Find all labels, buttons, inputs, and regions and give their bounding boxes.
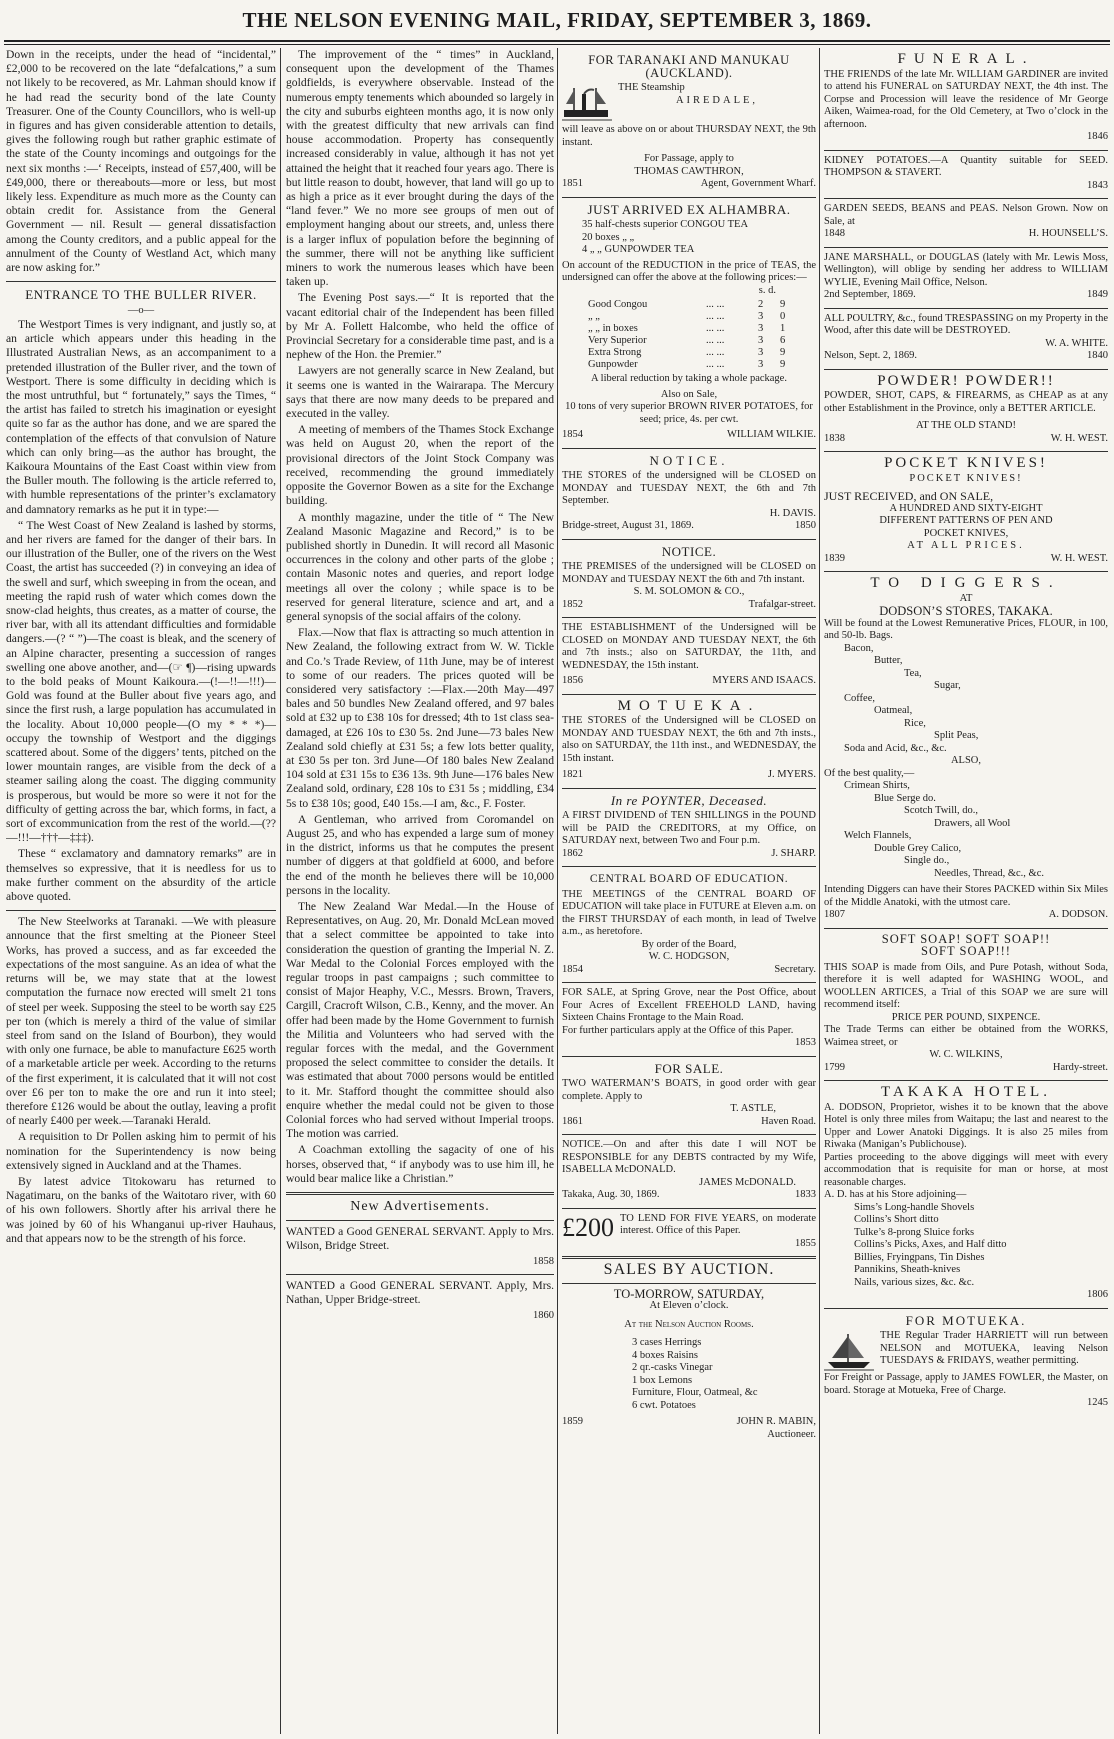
divider [562, 1208, 816, 1209]
advertisement [824, 933, 1108, 1075]
ad-heading: DODSON’S STORES, TAKAKA. [879, 604, 1053, 618]
list-item: Coffee, [844, 692, 876, 704]
list-item: Split Peas, [934, 730, 979, 741]
column-2 [286, 48, 554, 1734]
ad-name: T. ASTLE, [730, 1103, 776, 1114]
ad-text: Takaka, Aug. 30, 1869. [562, 1189, 660, 1200]
ad-name: W. H. WEST. [1050, 432, 1108, 444]
article-paragraph: A meeting of members of the Thames Stock Exchange was held on August 20, when the report of the provisional directors of the Joint Stock Company was received, recommending the ground immediately opposite the Governor Bowen as a site for the Exchange building. [286, 423, 554, 508]
advertisement [562, 987, 816, 1050]
article-paragraph: A monthly magazine, under the title of “ The New Zealand Masonic Magazine and Record,” is to be published shortly in Dunedin. It will record all Masonic occurrences in the colony and other parts of the globe ; contain Masonic notes and queries, and report lodge meetings all over the colony ; while space is to be reserved for general literature, science and art, and a general synopsis of the social affairs of the colony. [286, 510, 554, 623]
divider [6, 910, 276, 911]
divider [562, 694, 816, 695]
advertisement [562, 1139, 816, 1202]
ad-name: J. MYERS. [767, 769, 816, 780]
price-shillings: 2 [758, 299, 764, 310]
ad-number: 1854 [562, 429, 583, 440]
ad-text: 10 tons of very superior BROWN RIVER POTATOES, for seed; price, 4s. per cwt. [565, 401, 813, 425]
list-item: 1 box Lemons [632, 1374, 693, 1386]
ad-text: THE STORES of the undersigned will be CLOSED on MONDAY and TUESDAY NEXT, the 6th and 7th September. [562, 470, 816, 506]
ad-text: THE MEETINGS of the CENTRAL BOARD OF EDUCATION will take place in FUTURE at Eleven a.m. on the FIRST THURSDAY of each month, in lead of Twelve a.m., as heretofore. [562, 888, 816, 937]
tea-price-table [584, 299, 798, 371]
column-divider [280, 48, 281, 1734]
price-pence: 9 [780, 299, 786, 310]
advertisement [562, 452, 816, 533]
tea-name: Very Superior [588, 335, 647, 346]
advertisement [562, 1213, 816, 1251]
ad-name: J. SHARP. [771, 847, 816, 859]
list-item: 2 qr.-casks Vinegar [632, 1362, 713, 1373]
divider [824, 150, 1108, 151]
ad-text: TO LEND FOR FIVE YEARS, on moderate interest. Office of this Paper. [620, 1212, 816, 1236]
ad-text: Parties proceeding to the above diggings will meet with every accommodation that is requisite for man or horse, at most reasonable charges. [824, 1151, 1108, 1188]
tea-price-row [584, 323, 798, 335]
tea-name: „ „ in boxes [588, 323, 638, 334]
ad-number: 1843 [1087, 179, 1108, 191]
ad-number: 1852 [562, 598, 583, 610]
ad-heading: TAKAKA HOTEL. [881, 1084, 1051, 1100]
loan-amount: £200 [562, 1212, 614, 1242]
ad-text: 35 half-chests superior CONGOU TEA [582, 219, 749, 230]
list-item: Blue Serge do. [874, 792, 936, 804]
ad-text: A liberal reduction by taking a whole package. [591, 373, 787, 384]
article-paragraph: The New Zealand War Medal.—In the House of Representatives, on Aug. 20, Mr. Donald McLean moved that a select committee be appointed to take into consideration the question of granting the Imperial N. Z. War Medal to the Colonial Forces employed with the regular troops in past campaigns ; such committee to consist of Major Heaphy, V.C., Messrs. Brown, Travers, Cargill, Cracroft Wilson, C.B., Kenny, and the mover. An offer had been made by the Home Government to furnish the Militia and Volunteers who had served with the regular forces with the medal, and the Government proposed the select committee to consider the details. It was estimated that about 7000 persons would be entitled to it. Mr. Stafford thought the committee should also enquire whether the medal could not be given to those Colonial forces who had served without Imperial troops. The motion was carried. [286, 899, 554, 1141]
ad-text: By order of the Board, [641, 938, 737, 950]
divider [562, 982, 816, 983]
tea-price-row [584, 311, 798, 323]
price-pence: 6 [780, 335, 786, 346]
ad-name: A. DODSON. [1048, 909, 1108, 920]
ad-number: 1854 [562, 963, 583, 975]
list-item: Tulke’s 8-prong Sluice forks [854, 1226, 975, 1238]
divider [286, 1274, 554, 1275]
sailing-ship-icon [824, 1332, 874, 1372]
masthead-title: THE NELSON EVENING MAIL, FRIDAY, SEPTEMBER 3, 1869. [242, 8, 872, 32]
ad-name: W. C. WILKINS, [929, 1049, 1003, 1060]
article-paragraph: A Coachman extolling the sagacity of one of his horses, observed that, “ if anybody was to use him ill, he would bear malice like a Christian.” [286, 1143, 554, 1185]
ad-text: A HUNDRED AND SIXTY-EIGHT [889, 502, 1043, 514]
list-item: Scotch Twill, do., [904, 805, 979, 816]
leader-dots: ... ... [706, 299, 725, 310]
tea-price-row [584, 347, 798, 359]
ad-text: Also on Sale, [660, 388, 718, 400]
ad-text: THE STORES of the Undersigned will be CLOSED on MONDAY AND TUESDAY NEXT, the 6th and 7th insts., also on SATURDAY, the 11th inst., and WEDNESDAY, the 15th instant. [562, 715, 816, 764]
steamship-icon [562, 84, 612, 124]
leader-dots: ... ... [706, 347, 725, 358]
list-item: 4 boxes Raisins [632, 1349, 698, 1361]
divider [824, 571, 1108, 572]
price-shillings: 3 [758, 311, 764, 322]
ad-text: 20 boxes „ „ [582, 231, 635, 243]
list-item: Pannikins, Sheath-knives [854, 1264, 961, 1275]
price-shillings: 3 [758, 359, 764, 370]
article-paragraph: The Westport Times is very indignant, and justly so, at an article which appears under this heading in the Illustrated Australian News, as an accompaniment to a pretended illustration of the Buller river, and the town of Westport. There is some difficulty in deciding which is the most untruthful, but “ fortunately,” says the Times, “ the artist has failed to stretch his imagination or eyesight quite so far as the author has done, and we are spared the contemplation of the effects of that convulsion of Nature which can only bring—as the author has brought, the Kaikoura Mountains of the East Coast within view from the Buller mouth. The following is the article referred to, with humble representations of the printer’s exclamatory and damnatory remarks as he put it in type:— [6, 317, 276, 516]
ad-number: 1849 [1087, 289, 1108, 300]
ad-name: W. A. WHITE. [1045, 337, 1108, 349]
divider [562, 448, 816, 449]
ad-heading: POCKET KNIVES! [909, 472, 1023, 484]
divider [824, 247, 1108, 248]
ad-number: 1856 [562, 675, 583, 686]
ad-text: NOTICE.—On and after this date I will NOT be RESPONSIBLE for any DEBTS contracted by my Wife, ISABELLA McDONALD. [562, 1139, 816, 1175]
ad-text: GARDEN SEEDS, BEANS and PEAS. Nelson Grown. Now on Sale, at [824, 203, 1108, 227]
tea-name: Good Congou [588, 299, 648, 310]
ad-number: 1859 [562, 1416, 583, 1427]
ad-text: THE Regular Trader HARRIETT will run between NELSON and MOTUEKA, leaving Nelson TUESDAYS & FRIDAYS, weather permitting. [880, 1330, 1108, 1366]
ship-name: AIREDALE, [675, 94, 759, 106]
ad-heading: CENTRAL BOARD OF EDUCATION. [589, 873, 789, 885]
ad-heading: FOR TARANAKI AND MANUKAU (AUCKLAND). [588, 53, 790, 80]
ad-text: THE Steamship [618, 82, 685, 93]
leader-dots: ... ... [706, 323, 725, 334]
list-item: Needles, Thread, &c., &c. [934, 867, 1045, 879]
article-paragraph: “ The West Coast of New Zealand is lashed by storms, and her rivers are famed for the danger of their bars. In our illustration of the Buller, one of the rivers on the West Coast, the artist has succeeded (?) in conveying an idea of the swell and surf, which sweeping in from the ocean, and meeting the rapid rush of water which comes down the snow-clad heights, thus creates, as a matter of course, the river bar, with all its attendant difficulties and formidable dangers.—(? “ ”)—The coast is bleak, and the scenery of an Alpine character, presenting a succession of ranges swelling one above another, and—(☞ ¶)—rising upwards to the bold peaks of Mount Kaikoura.—(!—!!—!!!)—Gold was found at the Buller about five years ago, and since the first rush, a large population has accumulated in the locality. About 10,000 people—(O my * * *)—occupy the township of Westport and the diggings scattered about. Some of the diggers’ tents, pitched on the lower mountain ranges, are visible from the deck of a steamer sailing along the coast. The digging community is prosperous, but would be more so were it not for the difficulty of getting across the bar, which forms, in fact, a sort of excommunication from the rest of the world.—(??—!!!—†††—‡‡‡). [6, 518, 276, 845]
list-item: Butter, [874, 655, 903, 666]
auction-item-list [632, 1337, 816, 1412]
ad-number: 1851 [562, 178, 583, 189]
ad-heading: NOTICE. [649, 452, 729, 468]
tea-name: Gunpowder [588, 359, 638, 370]
ad-number: 1807 [824, 909, 845, 920]
divider [562, 1134, 816, 1135]
divider [562, 197, 816, 198]
new-advertisements-heading: New Advertisements. [350, 1199, 490, 1215]
ad-text: On account of the REDUCTION in the price of TEAS, the undersigned can offer the above at the following prices:— [562, 259, 816, 283]
ad-number: 1838 [824, 432, 845, 444]
ornament: —o— [127, 305, 155, 317]
ad-name: JOHN R. MABIN, [736, 1416, 816, 1427]
ad-text: THE FRIENDS of the late Mr. WILLIAM GARDINER are invited to attend his FUNERAL on SATURDAY NEXT, the 4th inst. The Corpse and Procession will leave the residence of Mr George Aiken, Waimea-road, for the Old Cemetery, at Two o’clock in the afternoon. [824, 68, 1108, 130]
list-item: Sugar, [934, 680, 961, 691]
ad-number: 1862 [562, 847, 583, 859]
column-4 [824, 48, 1108, 1734]
divider [562, 1283, 816, 1284]
ad-text: Haven Road. [761, 1115, 816, 1127]
advertisement [562, 82, 816, 191]
ad-text: 2nd September, 1869. [824, 289, 916, 300]
auction-heading: SALES BY AUCTION. [603, 1261, 775, 1278]
tea-name: „ „ [588, 311, 600, 322]
article-paragraph: By latest advice Titokowaru has returned to Nagatimaru, on the banks of the Waitotaro river, with 60 of his own followers. Shortly after his arrival there he was joined by 60 of his Whanganui up-river Hauhaus, and that appears now to be the strength of his force. [6, 1174, 276, 1245]
masthead-rule [4, 40, 1110, 42]
leader-dots: ... ... [706, 335, 725, 346]
ad-text: THE ESTABLISHMENT of the Undersigned will be CLOSED on MONDAY AND TUESDAY NEXT, the 6th and 7th insts.; also on SATURDAY, the 11th, and WEDNESDAY, the 15th instant. [562, 622, 816, 671]
tea-price-row [584, 299, 798, 311]
advertisement [286, 1279, 554, 1322]
advertisement [562, 1060, 816, 1129]
list-item: Furniture, Flour, Oatmeal, &c [632, 1387, 758, 1398]
divider [562, 617, 816, 618]
tea-price-row [584, 359, 798, 371]
ad-text: For Passage, apply to [644, 153, 734, 164]
ad-heading: POWDER! POWDER!! [877, 372, 1055, 389]
ad-number: 1839 [824, 552, 845, 564]
column-1 [6, 48, 276, 1734]
ad-number: 1853 [795, 1037, 816, 1048]
ad-heading: POCKET KNIVES! [884, 455, 1048, 471]
list-item: Billies, Fryingpans, Tin Dishes [854, 1251, 985, 1263]
article-heading: ENTRANCE TO THE BULLER RIVER. [25, 287, 257, 303]
ad-text: Hardy-street. [1052, 1061, 1108, 1073]
list-item: 3 cases Herrings [632, 1337, 702, 1348]
ad-text: AT ALL PRICES. [907, 540, 1025, 551]
price-shillings: 3 [758, 347, 764, 358]
list-item: Double Grey Calico, [874, 842, 962, 854]
leader-dots: ... ... [706, 359, 725, 370]
advertisement [824, 1086, 1108, 1302]
advertisement [824, 155, 1108, 193]
ad-number: 1245 [1087, 1397, 1108, 1408]
ad-text: Secretary. [774, 963, 816, 975]
ad-text: For further particulars apply at the Office of this Paper. [562, 1024, 794, 1036]
masthead-rule-thin [4, 44, 1110, 45]
list-item: Crimean Shirts, [844, 780, 910, 791]
ad-text: JUST RECEIVED, and ON SALE, [824, 489, 994, 503]
goods-list [824, 780, 1108, 880]
ad-heading: FOR SALE. [654, 1060, 724, 1076]
advertisement [562, 201, 816, 442]
list-item: 6 cwt. Potatoes [632, 1399, 696, 1411]
ad-number: 1858 [533, 1255, 554, 1267]
list-item: Nails, various sizes, &c. &c. [854, 1276, 975, 1288]
article-paragraph: A Gentleman, who arrived from Coromandel on August 25, and who has expended a large sum of money in the district, informs us that he computes the present number of diggers at that goldfield at 6000, and before the end of the month he believes there will be 10,000 persons in the locality. [286, 812, 554, 897]
divider [824, 198, 1108, 199]
ad-heading: JUST ARRIVED EX ALHAMBRA. [587, 201, 791, 217]
leader-dots: ... ... [706, 311, 725, 322]
divider [824, 369, 1108, 370]
ad-text: Auctioneer. [767, 1428, 816, 1440]
ad-text: THE PREMISES of the undersigned will be CLOSED on MONDAY and TUESDAY NEXT the 6th and 7th instant. [562, 561, 816, 585]
advertisement [562, 697, 816, 782]
article-paragraph: A requisition to Dr Pollen asking him to permit of his nomination for the Superintendency is now being extensively signed in Auckland and at the Thames. [6, 1130, 276, 1172]
divider [6, 281, 276, 282]
ad-heading: MOTUEKA. [617, 697, 761, 714]
column-3 [562, 48, 816, 1734]
advertisement [562, 622, 816, 688]
ad-heading: SOFT SOAP! SOFT SOAP!! [881, 931, 1051, 946]
divider [824, 308, 1108, 309]
ad-text: ALL POULTRY, &c., found TRESPASSING on my Property in the Wood, after this date will be DESTROYED. [824, 312, 1108, 336]
advertisement [824, 372, 1108, 446]
advertisement [562, 792, 816, 861]
advertisement [562, 1261, 816, 1441]
ad-text: JANE MARSHALL, or DOUGLAS (lately with Mr. Lewis Moss, Wellington), will oblige by sending her address to WILLIAM WYLIE, Evening Mail Office, Nelson. [824, 251, 1108, 288]
ad-text: Of the best quality,— [824, 767, 915, 779]
goods-list [854, 1202, 1108, 1290]
advertisement [824, 252, 1108, 302]
ad-name: THOMAS CAWTHRON, [634, 165, 744, 177]
divider [824, 1080, 1108, 1081]
ad-text: will leave as above on or about THURSDAY NEXT, the 9th instant. [562, 124, 816, 148]
ad-name: S. M. SOLOMON & CO., [633, 586, 745, 597]
ad-text: A. D. has at his Store adjoining— [824, 1189, 967, 1200]
list-item: Oatmeal, [874, 705, 913, 716]
ad-number: 1850 [795, 520, 816, 531]
ad-text: AT THE OLD STAND! [916, 420, 1016, 431]
divider [562, 788, 816, 789]
ad-name: W. H. WEST. [1050, 552, 1108, 564]
advertisement [824, 313, 1108, 363]
ad-number: 1846 [1087, 131, 1108, 142]
divider [824, 928, 1108, 929]
ad-name: WILLIAM WILKIE. [726, 429, 816, 440]
list-item: Single do., [904, 855, 950, 866]
divider [824, 1308, 1108, 1309]
ad-text: Will be found at the Lowest Remunerative Prices, FLOUR, in 100, and 50-lb. Bags. [824, 617, 1108, 641]
advertisement [562, 543, 816, 612]
article-paragraph: The Evening Post says.—“ It is reported that the vacant editorial chair of the Independent has been filled by Mr A. Follett Halcombe, who held the office of Provincial Secretary for a considerable time past, and is a nephew of the Hon. the Premier.” [286, 291, 554, 362]
ad-heading: FUNERAL. [897, 51, 1035, 67]
ad-text: At Eleven o’clock. [649, 1300, 729, 1311]
article-paragraph: The New Steelworks at Taranaki. —We with pleasure announce that the first smelting at the Pioneer Steel Works, has proved a success, and as far exceeded the expectations of the most sanguine. As an idea of what the returns will be, we may state that at the lowest computation the furnace now erected will smelt 21 tons of steel per week. Supposing the steel to be worth say £25 per ton (which is merely a third of the value of similar steel from sand on the Island of Bourbon), they would with only one furnace, be able to manufacture £625 worth of a marketable article per week. According to the returns of the first experiment, it is calculated that it will not cost over £6 per ton to make the ore and run it into steel; therefore £126 would be about the outlay, leaving a profit of nearly £400 per week.—Taranaki Herald. [6, 915, 276, 1128]
ad-name: H. DAVIS. [769, 507, 816, 519]
ad-text: 4 „ „ GUNPOWDER TEA [582, 244, 695, 255]
ad-text: ALSO, [950, 755, 982, 766]
list-item: Collins’s Picks, Axes, and Half ditto [854, 1239, 1007, 1250]
ad-text: TO-MORROW, SATURDAY, [613, 1286, 765, 1301]
price-shillings: 3 [758, 335, 764, 346]
ad-number: 1806 [1087, 1289, 1108, 1300]
list-item: Tea, [904, 667, 922, 679]
ad-text: DIFFERENT PATTERNS OF PEN AND [879, 515, 1053, 526]
ad-number: 1840 [1087, 350, 1108, 361]
divider [286, 1192, 554, 1195]
list-item: Rice, [904, 717, 926, 729]
ad-text: The Trade Terms can either be obtained from the WORKS, Waimea street, or [824, 1024, 1108, 1048]
ad-text: Bridge-street, August 31, 1869. [562, 520, 694, 531]
article-paragraph: Down in the receipts, under the head of “incidental,” £2,000 to be recovered on the late “defalcations,” a sum not likely to be recovered, as Mr. Lahman should know if he had read the security bond of the late County Treasurer. One of the County Councillors, who is well-up in figures and has given considerable attention to details, gives the following rough but rather graphic estimate of the state of the County incomings and outgoings for the next six months :—‘ Receipts, instead of £57,400, will be £49,000, there or thereabouts—more or less, but most likely less. Expenditure as much more as the County can obtain credit for. Assistance from the General Government — nil. Result — general dissatisfaction among the County creditors, and a public appeal for the annulment of the County of Westland Act, which many are now asking for.” [6, 48, 276, 275]
ad-heading: In re POYNTER, Deceased. [610, 792, 768, 808]
article-paragraph: The improvement of the “ times” in Auckland, consequent upon the development of the Thames goldfields, is everywhere observable. Instead of the numerous empty tenements which abounded so largely in the city and suburbs eighteen months ago, it is now only with the greatest difficulty that new arrivals can find house accommodation. Property has consequently increased considerably in value, although it has not yet attained the height that it reached four years ago. There is but little reason to doubt, however, that land will go up to as high a price as it ever brought during the days of the “land fever.” We no more see groups of men out of employment hanging about our streets, and, unless there is a larger influx of population before the beginning of the summer, there will not be anything like sufficient miners to work the numerous leases which have been taken up. [286, 48, 554, 289]
ad-name: MYERS AND ISAACS. [712, 675, 816, 686]
divider [824, 451, 1108, 452]
ad-text: WANTED a Good GENERAL SERVANT. Apply to Mrs. Wilson, Bridge Street. [286, 1225, 554, 1253]
advertisement [824, 203, 1108, 241]
list-item: Welch Flannels, [844, 830, 912, 841]
ad-heading: TO DIGGERS. [870, 575, 1062, 591]
divider [562, 1056, 816, 1057]
advertisement [824, 53, 1108, 144]
list-item: Drawers, all Wool [934, 817, 1011, 829]
article-paragraph: These “ exclamatory and damnatory remarks” are in themselves so expressive, that it is needless for us to make further comment on the absurdity of the article above quoted. [6, 847, 276, 904]
goods-list [824, 643, 1108, 756]
ad-name: H. HOUNSELL’S. [1028, 228, 1108, 239]
advertisement [824, 577, 1108, 922]
list-item: Bacon, [844, 642, 874, 654]
price-shillings: 3 [758, 323, 764, 334]
ad-text: FOR SALE, at Spring Grove, near the Post Office, about Four Acres of Excellent FREEHOLD LAND, having Sixteen Chains Frontage to the Main Road. [562, 987, 816, 1023]
ad-number: 1848 [824, 228, 845, 239]
ad-name: W. C. HODGSON, [648, 951, 730, 962]
ad-number: 1833 [795, 1189, 816, 1200]
divider [562, 539, 816, 540]
column-divider [557, 48, 558, 1734]
advertisement [824, 457, 1108, 565]
list-item: Collins’s Short ditto [854, 1214, 939, 1225]
ad-text: A. DODSON, Proprietor, wishes it to be known that the above Hotel is only three miles from Waitapu; the last and nearest to the Upper and Lower Anatoki Diggings. It is also 25 miles from Riwaka (Manigan’s Publichouse). [824, 1101, 1108, 1150]
price-pence: 9 [780, 359, 786, 370]
ad-heading: FOR MOTUEKA. [905, 1312, 1027, 1328]
ad-name: JAMES McDONALD. [699, 1176, 796, 1188]
ad-number: 1860 [533, 1309, 554, 1321]
ad-text: At the Nelson Auction Rooms. [624, 1318, 754, 1330]
price-header: s. d. [758, 284, 776, 296]
ad-text: Intending Diggers can have their Stores PACKED within Six Miles of the Middle Anatoki, with the utmost care. [824, 884, 1108, 908]
ad-text: KIDNEY POTATOES.—A Quantity suitable for SEED. THOMPSON & STAVERT. [824, 154, 1108, 178]
tea-name: Extra Strong [588, 347, 642, 358]
ad-text: Nelson, Sept. 2, 1869. [824, 350, 918, 361]
price-pence: 1 [780, 323, 786, 334]
ad-text: POWDER, SHOT, CAPS, & FIREARMS, as CHEAP as at any other Establishment in the Province, only a BETTER ARTICLE. [824, 390, 1108, 414]
list-item: Soda and Acid, &c., &c. [844, 742, 947, 754]
ad-text: AT [959, 592, 973, 604]
tea-price-row [584, 335, 798, 347]
price-pence: 9 [780, 347, 786, 358]
ad-heading: SOFT SOAP!!! [921, 944, 1011, 958]
price-pence: 0 [780, 311, 786, 322]
advertisement [562, 873, 816, 976]
article-paragraph: Lawyers are not generally scarce in New Zealand, but it seems one is wanted in the Wairarapa. The Mercury says that there are now many deeds to be prepared and executed in the valley. [286, 364, 554, 421]
list-item: Sims’s Long-handle Shovels [854, 1201, 975, 1213]
ad-number: 1855 [795, 1237, 816, 1249]
advertisement [824, 1312, 1108, 1410]
ad-text: PRICE PER POUND, SIXPENCE. [891, 1011, 1041, 1023]
ad-number: 1821 [562, 769, 583, 780]
ad-text: Agent, Government Wharf. [700, 178, 816, 189]
ad-heading: NOTICE. [661, 543, 717, 559]
ad-text: POCKET KNIVES, [923, 527, 1009, 539]
ad-text: TWO WATERMAN’S BOATS, in good order with gear complete. Apply to [562, 1078, 816, 1102]
ad-text: Trafalgar-street. [748, 598, 816, 610]
ad-text: THIS SOAP is made from Oils, and Pure Potash, without Soda, therefore it is well adapted for WASHING WOOL, and WOOLLEN ARTICES, a Trial of this SOAP we are sure will recommend itself: [824, 961, 1108, 1010]
ad-text: For Freight or Passage, apply to JAMES FOWLER, the Master, on board. Storage at Motueka, Free of Charge. [824, 1372, 1108, 1396]
column-divider [819, 48, 820, 1734]
ad-text: WANTED a Good GENERAL SERVANT. Apply, Mrs. Nathan, Upper Bridge-street. [286, 1279, 554, 1307]
article-paragraph: Flax.—Now that flax is attracting so much attention in New Zealand, the following extract from W. W. Tickle and Co.’s Trade Review, of 11th June, may be of interest to some of our readers. The prices quoted will be considered very satisfactory :—Flax.—20th May—497 bales and 50 bundles New Zealand offered, and 97 bales sold at £32 up to £38 10s for dressed; 4th to 1st class sea-damaged, at £26 10s to £30 5s. 2nd June—73 bales New Zealand sold chiefly at £31 5s; a few lots better quality, at £30 5s per ton. 3rd June—Of 180 bales New Zealand 104 sold at £31 15s to £36 13s. 9th June—176 bales New Zealand sold, ordinary, £28 10s to £31 5s ; middling, £34 5s to £38 10s; good, £40 15s.—I am, &c., F. Foster. [286, 626, 554, 810]
divider [286, 1220, 554, 1221]
divider [562, 866, 816, 867]
ad-text: A FIRST DIVIDEND of TEN SHILLINGS in the POUND will be PAID the CREDITORS, at my Office, on SATURDAY next, between Two and Four p.m. [562, 810, 816, 846]
advertisement [286, 1225, 554, 1268]
ad-number: 1799 [824, 1061, 845, 1073]
ad-number: 1861 [562, 1115, 583, 1127]
divider [562, 1256, 816, 1259]
